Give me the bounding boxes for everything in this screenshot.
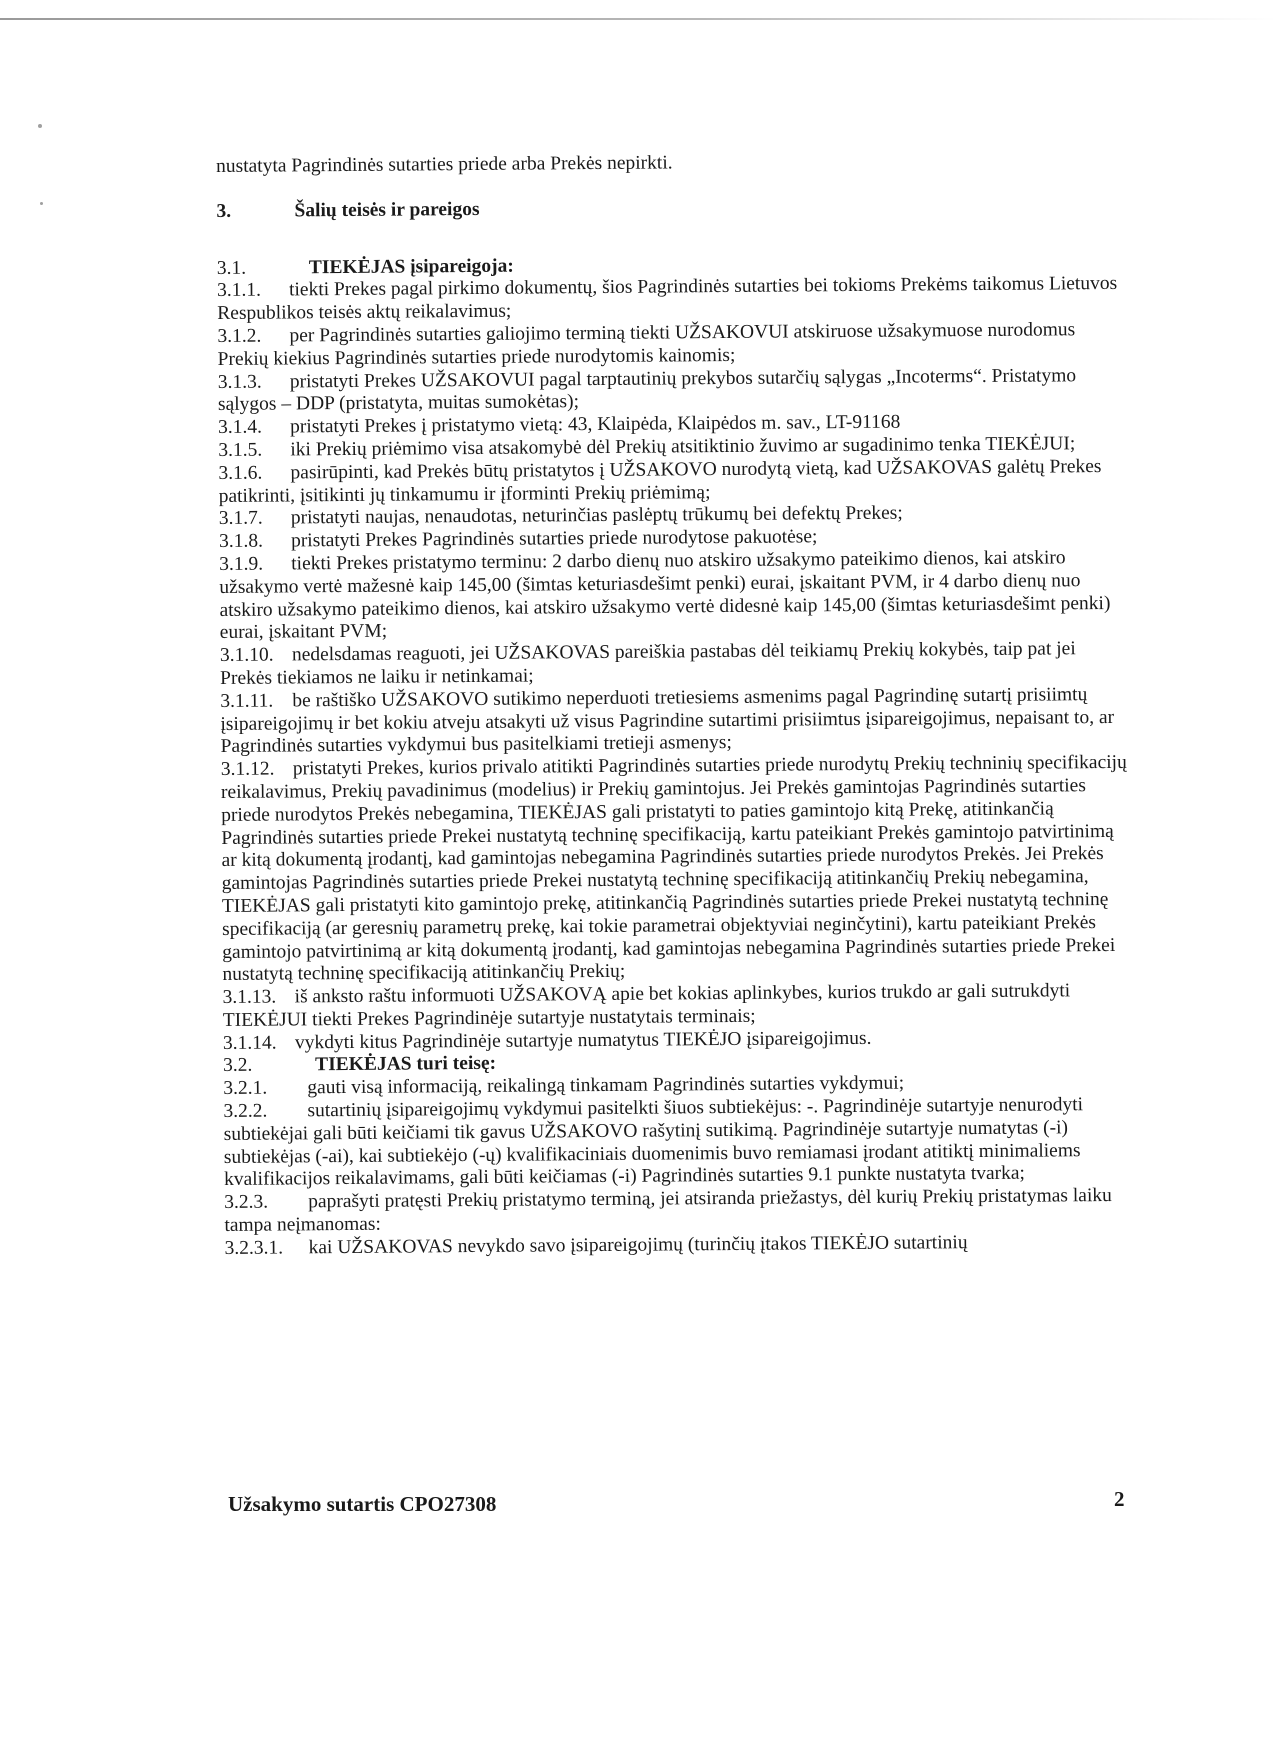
- clause-text: pristatyti naujas, nenaudotas, neturinčias paslėptų trūkumų bei defektų Prekes;: [290, 502, 903, 529]
- clause-3-1-3: [218, 364, 1128, 417]
- clause-3-2-3: [224, 1185, 1134, 1238]
- clause-text: vykdyti kitus Pagrindinėje sutartyje numatytus TIEKĖJO įsipareigojimus.: [294, 1027, 872, 1054]
- page-number: 2: [1114, 1487, 1125, 1511]
- clause-3-1-12: [221, 752, 1133, 987]
- clause-3-1-11: [220, 684, 1131, 760]
- clause-number: 3.1.11.: [220, 690, 274, 712]
- clause-text: pristatyti Prekes UŽSAKOVUI pagal tarptautinių prekybos sutarčių sąlygas „Incoterms“. Pristatymo sąlygos – DDP (pristatyta, muitas sumokėtas);: [217, 364, 1077, 416]
- section-title: Šalių teisės ir pareigos: [294, 198, 480, 222]
- scan-speck: [40, 202, 43, 205]
- clause-number: 3.1.5.: [218, 439, 263, 461]
- subsection-number: 3.2.: [223, 1055, 253, 1077]
- clause-text: sutartinių įsipareigojimų vykdymui pasitelkti šiuos subtiekėjus: -. Pagrindinėje sutartyje nenurodyti subtiekėjai gali būti keičiami tik gavus UŽSAKOVO rašytinį sutikimą. Pagrindinėje sutartyje numatytas (-i) subtiekėjas (-ai), kai subtiekėjo (-ų) kvalifikaciniais duomenimis buvo remiamasi įrodant atitiktį minimaliems kvalifikacijos reikalavimams, gali būti keičiamas (-i) Pagrindinės sutarties 9.1 punkte nustatyta tvarka;: [223, 1094, 1084, 1191]
- clause-number: 3.1.4.: [218, 416, 263, 439]
- clause-number: 3.1.8.: [218, 530, 263, 553]
- clause-text: kai UŽSAKOVAS nevykdo savo įsipareigojimų (turinčių įtakos TIEKĖJO sutartinių: [308, 1231, 968, 1259]
- clause-text: pristatyti Prekes, kurios privalo atitikti Pagrindinės sutarties priede nurodytų Prekių techninių specifikacijų reikalavimus, Prekių pavadinimus (modelius) ir Prekių gamintojus. Jei Prekės gamintojas Pagrindinės sutarties priede nurodytos Prekės nebegamina, TIEKĖJAS gali pristatyti to paties gamintojo kitą Prekę, atitinkančią Pagrindinės sutarties priede Prekei nustatytą techninę specifikaciją, kartu pateikiant Prekės gamintojo patvirtinimą ar kitą dokumentą įrodantį, kad gamintojas nebegamina Pagrindinės sutarties priede nurodytos Prekės. Jei Prekės gamintojas Pagrindinės sutarties priede Prekei nustatytą techninę specifikaciją atitinkančių Prekių nebegamina, TIEKĖJAS gali pristatyti kito gamintojo prekę, atitinkančią Pagrindinės sutarties priede Prekei nustatytą techninę specifikaciją (ar geresnių parametrų prekę, kai tokie parametrai objektyviai neginčytini), kartu pateikiant Prekės gamintojo patvirtinimą ar kitą dokumentą įrodantį, kad gamintojas nebegamina Pagrindinės sutarties priede Prekei nustatytą techninę specifikaciją atitinkančių Prekių;: [220, 751, 1127, 986]
- clause-text: nedelsdamas reaguoti, jei UŽSAKOVAS pareiškia pastabas dėl teikiamų Prekių kokybės, taip pat jei Prekės tiekiamos ne laiku ir netinkamai;: [220, 638, 1076, 689]
- subsection-title: TIEKĖJAS įsipareigoja:: [308, 255, 514, 278]
- clause-number: 3.1.13.: [222, 986, 277, 1009]
- clause-number: 3.1.10.: [219, 644, 274, 667]
- document-body: [216, 149, 1135, 1261]
- clause-number: 3.2.3.: [224, 1191, 269, 1214]
- clause-3-1-1: [217, 273, 1127, 326]
- clause-text: paprašyti pratęsti Prekių pristatymo terminą, jei atsiranda priežastys, dėl kurių Prekių pristatymas laiku tampa neįmanomas:: [224, 1185, 1112, 1237]
- scan-speck: [38, 124, 42, 128]
- clause-number: 3.1.7.: [218, 508, 263, 530]
- clause-text: be raštiško UŽSAKOVO sutikimo neperduoti tretiesiems asmenims pagal Pagrindinę sutartį prisiimtų įsipareigojimų ir bet kokiu atveju atsakyti už visus Pagrindine sutartimi prisiimtus įsipareigojimus, nepaisant to, ar Pagrindinės sutarties vykdymui bus pasitelkiami tretieji asmenys;: [220, 683, 1115, 758]
- clause-3-1-10: [220, 638, 1130, 691]
- clause-text: gauti visą informaciją, reikalingą tinkamam Pagrindinės sutarties vykdymui;: [307, 1072, 905, 1099]
- clause-text: pristatyti Prekes į pristatymo vietą: 43, Klaipėda, Klaipėdos m. sav., LT-91168: [290, 411, 901, 438]
- clause-text: iki Prekių priėmimo visa atsakomybė dėl Prekių atsitiktinio žuvimo ar sugadinimo tenka TIEKĖJUI;: [290, 433, 1076, 461]
- clause-3-1-6: [218, 456, 1128, 509]
- clause-text: per Pagrindinės sutarties galiojimo terminą tiekti UŽSAKOVUI atskiruose užsakymuose nurodomus Prekių kiekius Pagrindinės sutarties priede nurodytomis kainomis;: [217, 319, 1076, 370]
- clause-number: 3.2.2.: [223, 1100, 268, 1123]
- clause-3-2-2: [223, 1094, 1134, 1192]
- clause-text: tiekti Prekes pagal pirkimo dokumentų, šios Pagrindinės sutarties bei tokioms Prekėms taikomus Lietuvos Respublikos teisės aktų reikalavimus;: [217, 273, 1118, 325]
- clause-3-1-2: [217, 319, 1127, 372]
- section-number: 3.: [216, 200, 232, 222]
- clause-number: 3.1.2.: [217, 325, 262, 347]
- clause-number: 3.1.12.: [220, 758, 275, 781]
- clause-text: pristatyti Prekes Pagrindinės sutarties priede nurodytose pakuotėse;: [290, 526, 818, 552]
- clause-number: 3.1.3.: [217, 371, 262, 393]
- clause-3-1-9: [219, 547, 1130, 645]
- clause-number: 3.2.3.1.: [224, 1237, 284, 1259]
- subsection-number: 3.1.: [216, 257, 247, 279]
- clause-text: iš anksto raštu informuoti UŽSAKOVĄ apie bet kokias aplinkybes, kurios trukdo ar gali sutrukdyti TIEKĖJUI tiekti Prekes Pagrindinėje sutartyje nustatytais terminais;: [222, 980, 1071, 1031]
- clause-number: 3.1.1.: [216, 280, 262, 302]
- subsection-title: TIEKĖJAS turi teisę:: [315, 1053, 497, 1076]
- clause-number: 3.1.14.: [222, 1032, 277, 1054]
- clause-3-1-13: [223, 980, 1133, 1033]
- clause-text: pasirūpinti, kad Prekės būtų pristatytos į UŽSAKOVO nurodytą vietą, kad UŽSAKOVAS galėtų Prekes patikrinti, įsitikinti jų tinkamumu ir įforminti Prekių priėmimą;: [218, 455, 1102, 507]
- section-3-heading: [216, 194, 1126, 224]
- clause-number: 3.1.6.: [218, 462, 263, 484]
- scan-edge-line: [0, 18, 1276, 20]
- clause-text: tiekti Prekes pristatymo terminu: 2 darbo dienų nuo atskiro užsakymo pateikimo dienos, kai atskiro užsakymo vertė mažesnė kaip 145,00 (šimtas keturiasdešimt penki) eurai, įskaitant PVM, ir 4 darbo dienų nuo atskiro užsakymo pateikimo dienos, kai atskiro užsakymo vertė didesnė kaip 145,00 (šimtas keturiasdešimt penki) eurai, įskaitant PVM;: [219, 547, 1111, 644]
- footer-contract-title: Užsakymo sutartis CPO27308: [228, 1492, 497, 1516]
- intro-line: nustatyta Pagrindinės sutarties priede arba Prekės nepirkti.: [216, 152, 673, 177]
- clause-number: 3.1.9.: [219, 553, 264, 575]
- clause-number: 3.2.1.: [223, 1077, 268, 1100]
